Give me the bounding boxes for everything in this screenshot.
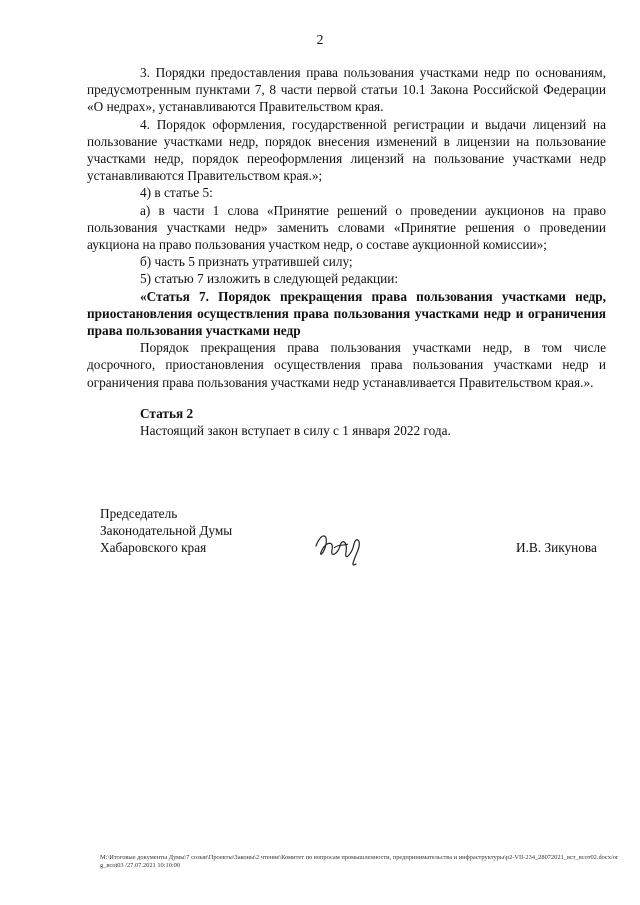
signer-position-line-1: Председатель bbox=[100, 506, 178, 521]
law-text bbox=[87, 64, 606, 391]
item-5-article-7: 5) статью 7 изложить в следующей редакции: bbox=[140, 271, 399, 287]
signer-position-line-2: Законодательной Думы bbox=[100, 522, 233, 538]
article-2-text: Настоящий закон вступает в силу с 1 января 2022 года. bbox=[140, 423, 451, 439]
handwritten-signature bbox=[312, 524, 372, 570]
signer-position-line-3: Хабаровского края bbox=[100, 539, 207, 555]
subitem-b: б) часть 5 признать утратившей силу; bbox=[140, 254, 353, 270]
subitem-a: а) в части 1 слова «Принятие решений о проведении аукционов на право пользования участками недр» заменить словами «Принятие решения о проведении аукциона на право пользования участком недр, о составе аукционной комиссии»; bbox=[87, 202, 606, 253]
signer-name: И.В. Зикунова bbox=[516, 540, 597, 555]
file-path-footer: M:\Итоговые документы Думы\7 созыв\Проекты\Законы\2 чтение\Комитет по вопросам промышленности, предпринимательства и инфраструктуры\р2-VII-234_28072021_вст_всот02.docx/org_вcot03 /27.07.2021 10:10:00 bbox=[100, 854, 619, 870]
signer-position bbox=[100, 506, 232, 556]
page-number: 2 bbox=[316, 33, 324, 48]
article-2-title: Статья 2 bbox=[140, 406, 194, 421]
paragraph-3-procedures: 3. Порядки предоставления права пользования участками недр по основаниям, предусмотренным пунктами 7, 8 части первой статьи 10.1 Закона Российской Федерации «О недрах», устанавливаются Правительством края. bbox=[87, 65, 606, 115]
paragraph-4-licensing: 4. Порядок оформления, государственной регистрации и выдачи лицензий на пользование участками недр, порядок внесения изменений в лицензии на пользование участками недр, порядок переоформления лицензий на пользование участками недр устанавливаются Правительством края.»; bbox=[87, 116, 606, 184]
article-2 bbox=[140, 405, 451, 439]
article-7-text: Порядок прекращения права пользования участками недр, в том числе досрочного, приостановления осуществления права пользования участками недр и ограничения права пользования участками недр устанавливается Правительством края.». bbox=[87, 340, 606, 390]
item-4-article-5: 4) в статье 5: bbox=[140, 185, 213, 201]
article-7-heading: «Статья 7. Порядок прекращения права пользования участками недр, приостановления осуществления права пользования участками недр и ограничения права пользования участками недр bbox=[87, 288, 606, 339]
